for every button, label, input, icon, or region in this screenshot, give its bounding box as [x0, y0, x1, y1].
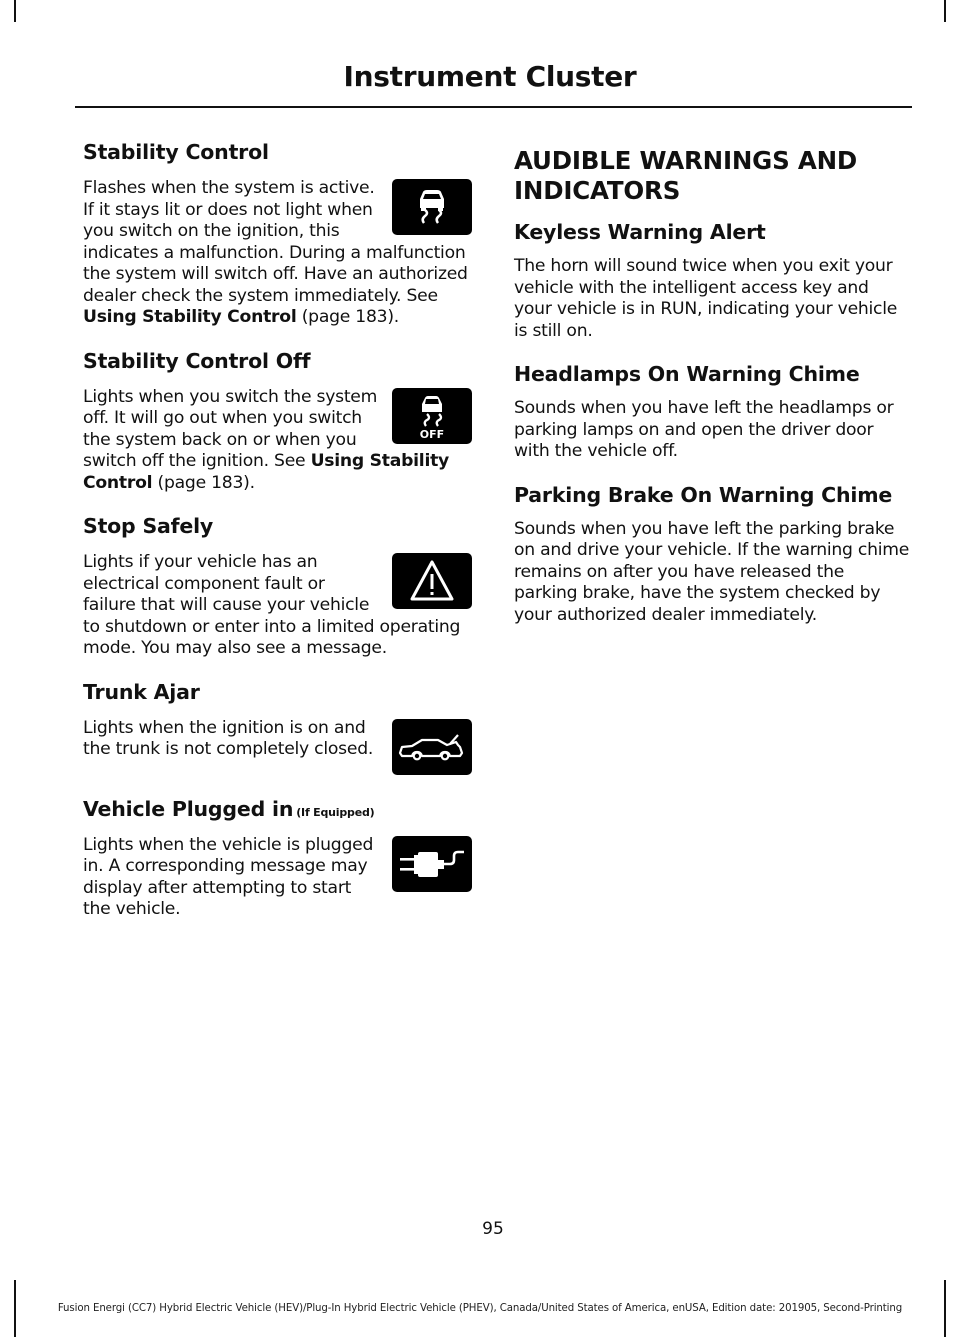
stability-control-off-icon: [392, 388, 472, 444]
page-reference-link[interactable]: Using Stability Control: [83, 307, 297, 327]
icon-label: OFF: [419, 427, 445, 441]
section-text: Lights when the vehicle is plugged in. A corresponding message may display after attempting to start the vehicle.: [83, 834, 374, 919]
footer-text: Fusion Energi (CC7) Hybrid Electric Vehicle (HEV)/Plug-In Hybrid Electric Vehicle (PHEV), Canada/United States of America, enUSA, Edition date: 201905, Second-Printing: [57, 1303, 903, 1314]
section-title: Keyless Warning Alert: [514, 220, 766, 244]
right-column: [514, 140, 910, 646]
section-title: Stop Safely: [83, 514, 214, 538]
page-number: 95: [482, 1219, 504, 1239]
stop-safely-entry: [83, 514, 475, 660]
stability-control-icon: [392, 179, 472, 235]
section-title: Parking Brake On Warning Chime: [514, 482, 893, 507]
section-text: Lights if your vehicle has an electrical component fault or failure that will cause your vehicle to shutdown or enter into a limited operating mode. You may also see a message.: [83, 552, 461, 658]
header-divider: [75, 106, 912, 108]
left-column: [83, 140, 475, 941]
section-title: Trunk Ajar: [83, 679, 200, 704]
section-title: Stability Control: [83, 140, 269, 164]
section-title: Stability Control Off: [83, 348, 311, 373]
section-text: Lights when you switch the system off. It will go out when you switch the system back on or when you switch off the ignition. See: [83, 386, 378, 471]
section-title-text: Vehicle Plugged in: [83, 796, 294, 821]
stability-control-off-entry: [83, 349, 475, 495]
page-reference: (page 183).: [296, 307, 400, 327]
stability-control-entry: [83, 140, 475, 329]
section-title: [83, 797, 475, 821]
warning-triangle-icon: [392, 553, 472, 609]
trunk-ajar-icon: [392, 719, 472, 775]
page-reference-link[interactable]: Using Stability Control: [83, 451, 450, 493]
crop-mark: [14, 0, 16, 22]
crop-mark: [944, 0, 946, 22]
vehicle-plugged-in-entry: [83, 797, 475, 921]
page-reference: (page 183).: [152, 472, 255, 493]
section-text: Sounds when you have left the headlamps or parking lamps on and open the driver door with the vehicle off.: [514, 398, 894, 461]
section-text: Flashes when the system is active. If it stays lit or does not light when you switch on the ignition, this indicates a malfunction. During a malfunction the system will switch off. Have an authorized dealer check the system immediately. See: [83, 178, 468, 306]
main-heading: AUDIBLE WARNINGS AND INDICATORS: [514, 146, 858, 205]
section-text: Lights when the ignition is on and the trunk is not completely closed.: [83, 717, 374, 759]
page-title: Instrument Cluster: [343, 60, 637, 93]
trunk-ajar-entry: [83, 680, 475, 777]
plug-icon: [392, 836, 472, 892]
section-text: The horn will sound twice when you exit your vehicle with the intelligent access key and your vehicle is in RUN, indicating your vehicle is still on.: [514, 256, 898, 341]
section-qualifier: (If Equipped): [296, 805, 375, 819]
section-title: Headlamps On Warning Chime: [514, 362, 860, 386]
section-text: Sounds when you have left the parking brake on and drive your vehicle. If the warning chime remains on after you have released the parking brake, have the system checked by your authorized dealer immediately.: [514, 518, 910, 625]
